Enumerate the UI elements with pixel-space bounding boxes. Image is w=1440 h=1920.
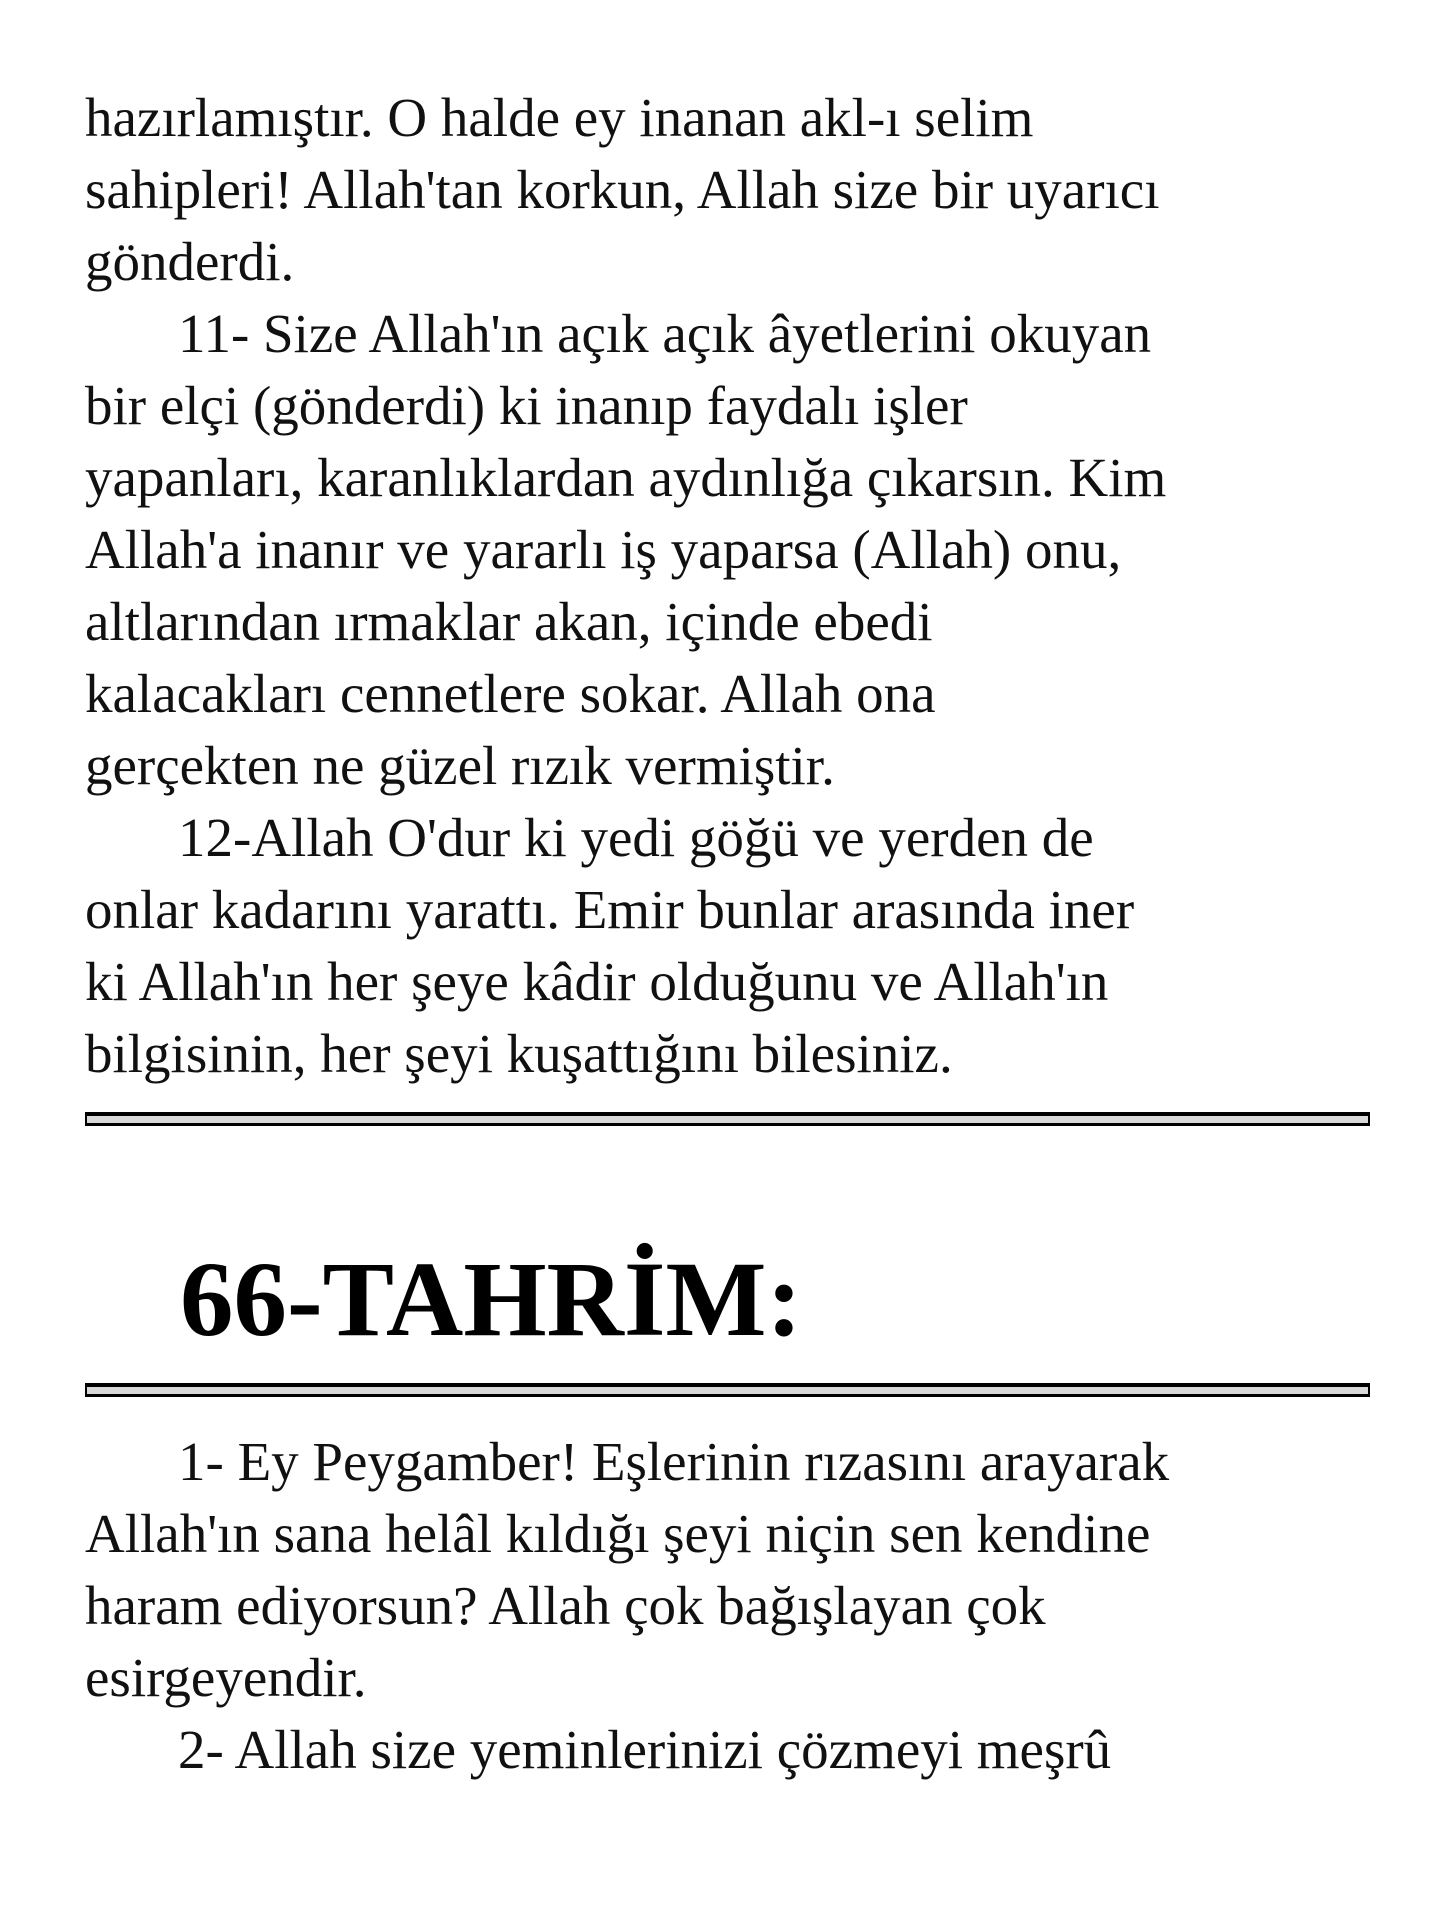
verse-1-start: 1- Ey Peygamber! Eşlerinin rızasını arayarak [178, 1431, 1170, 1492]
passage-top [85, 82, 1385, 1090]
verse-2-start: 2- Allah size yeminlerinizi çözmeyi meşrû [178, 1719, 1112, 1780]
passage-bottom [85, 1426, 1385, 1786]
text-line: kalacakları cennetlere sokar. Allah ona [85, 663, 936, 724]
text-line: yapanları, karanlıklardan aydınlığa çıkarsın. Kim [85, 447, 1167, 508]
text-line: ki Allah'ın her şeye kâdir olduğunu ve Allah'ın [85, 951, 1109, 1012]
text-line: haram ediyorsun? Allah çok bağışlayan çok [85, 1575, 1046, 1636]
text-line: bir elçi (gönderdi) ki inanıp faydalı işler [85, 375, 968, 436]
text-line: bilgisinin, her şeyi kuşattığını bilesiniz. [85, 1023, 953, 1084]
text-line: Allah'ın sana helâl kıldığı şeyi niçin sen kendine [85, 1503, 1151, 1564]
section-divider-top [85, 1112, 1370, 1126]
section-divider-bottom [85, 1383, 1370, 1397]
text-line: onlar kadarını yarattı. Emir bunlar arasında iner [85, 879, 1135, 940]
text-line: esirgeyendir. [85, 1647, 367, 1708]
surah-heading: 66-TAHRİM: [180, 1241, 803, 1359]
text-line: sahipleri! Allah'tan korkun, Allah size bir uyarıcı [85, 159, 1160, 220]
text-line: Allah'a inanır ve yararlı iş yaparsa (Allah) onu, [85, 519, 1122, 580]
text-line: gerçekten ne güzel rızık vermiştir. [85, 735, 835, 796]
text-line: gönderdi. [85, 231, 295, 292]
verse-12-start: 12-Allah O'dur ki yedi göğü ve yerden de [178, 807, 1094, 868]
text-line: altlarından ırmaklar akan, içinde ebedi [85, 591, 933, 652]
verse-11-start: 11- Size Allah'ın açık açık âyetlerini okuyan [178, 303, 1152, 364]
text-line: hazırlamıştır. O halde ey inanan akl-ı selim [85, 87, 1034, 148]
